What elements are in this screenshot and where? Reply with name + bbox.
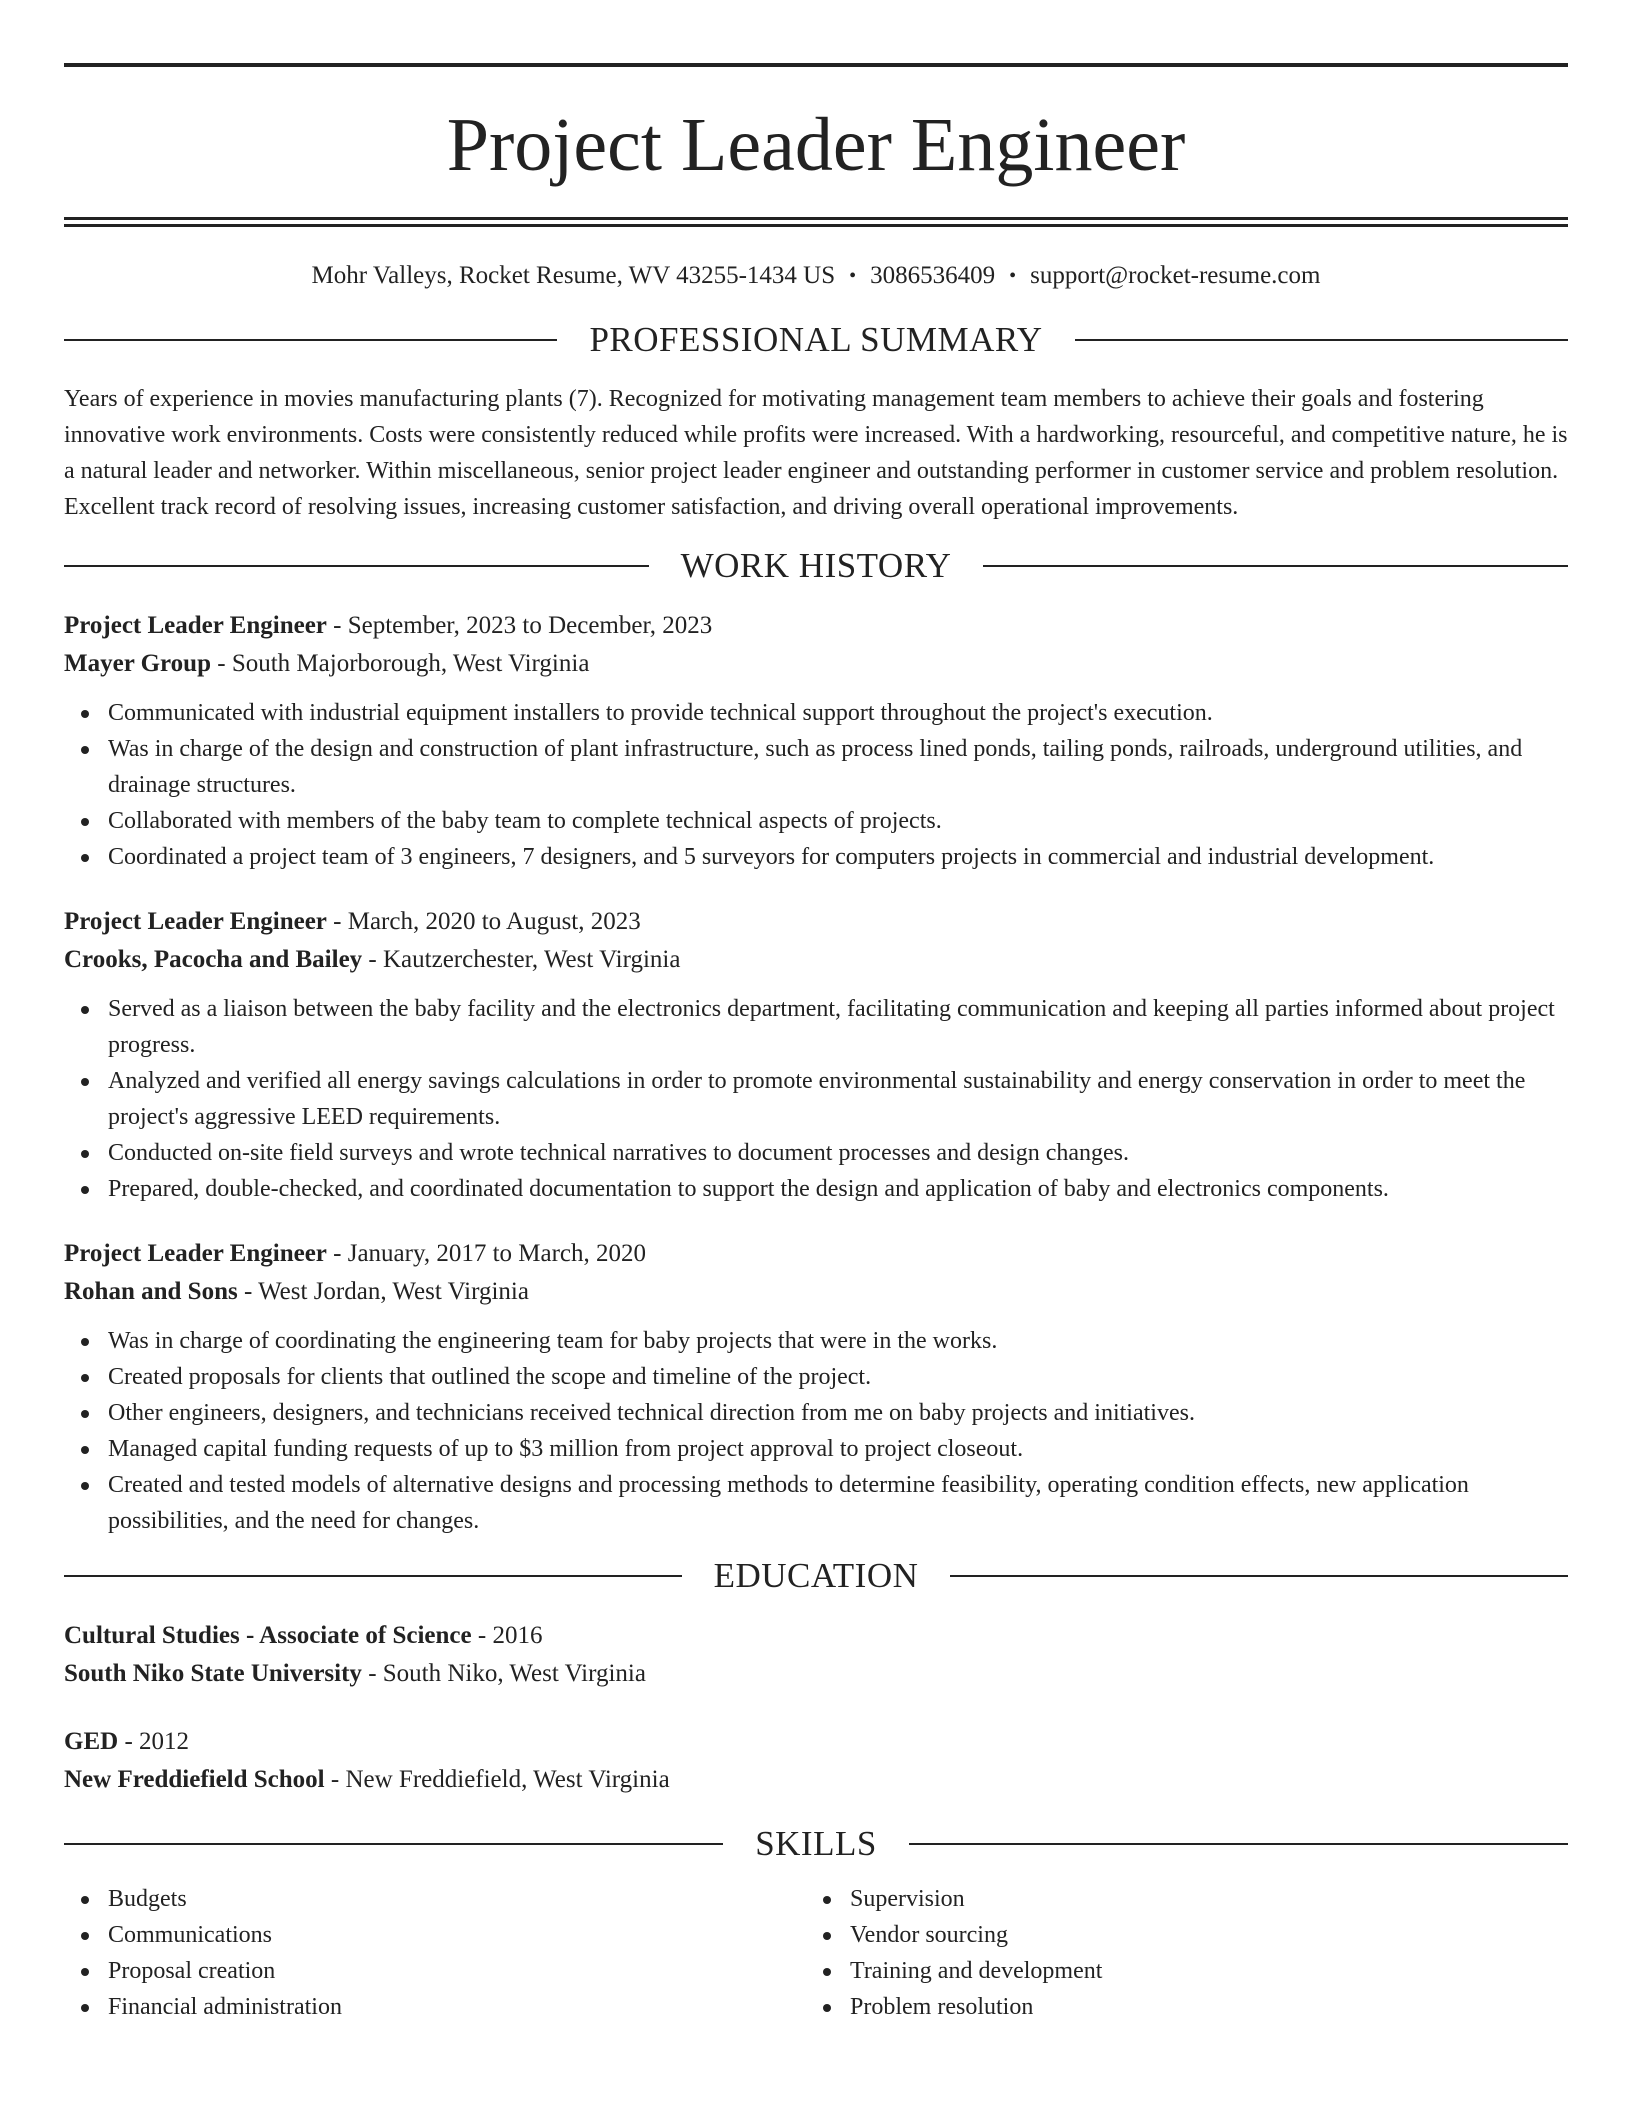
skills-column-right — [806, 1881, 1548, 2025]
skill-item: Training and development — [806, 1953, 1548, 1989]
section-header-work — [64, 547, 1568, 585]
contact-email[interactable]: support@rocket-resume.com — [1030, 262, 1321, 289]
job-company-line — [64, 645, 1568, 683]
section-rule — [950, 1575, 1568, 1577]
education-school-line — [64, 1655, 1568, 1693]
education-year: - 2016 — [471, 1622, 543, 1649]
job-entry — [64, 903, 1568, 1207]
section-header-skills — [64, 1825, 1568, 1863]
job-entry — [64, 1235, 1568, 1539]
education-entry — [64, 1617, 1568, 1693]
education-location: - South Niko, West Virginia — [361, 1660, 646, 1687]
section-rule — [64, 1843, 723, 1845]
job-bullet: Other engineers, designers, and technicians received technical direction from me on baby projects and initiatives. — [64, 1395, 1568, 1431]
section-header-summary — [64, 321, 1568, 359]
education-year: - 2012 — [118, 1728, 190, 1755]
job-location: - South Majorborough, West Virginia — [211, 650, 590, 677]
section-title-work: WORK HISTORY — [680, 546, 952, 585]
section-rule — [64, 565, 649, 567]
job-title: Project Leader Engineer — [64, 1240, 327, 1267]
job-location: - West Jordan, West Virginia — [237, 1278, 529, 1305]
section-rule — [64, 1575, 682, 1577]
job-company: Rohan and Sons — [64, 1278, 238, 1305]
summary-text: Years of experience in movies manufacturing plants (7). Recognized for motivating management team members to achieve their goals and fostering innovative work environments. Costs were consistently reduced while profits were increased. With a hardworking, resourceful, and competitive nature, he is a natural leader and networker. Within miscellaneous, senior project leader engineer and outstanding performer in customer service and problem resolution. Excellent track record of resolving issues, increasing customer satisfaction, and driving overall operational improvements. — [64, 386, 1568, 520]
job-title: Project Leader Engineer — [64, 908, 327, 935]
section-title-education: EDUCATION — [713, 1556, 919, 1595]
job-dates: - September, 2023 to December, 2023 — [326, 612, 713, 639]
job-company: Crooks, Pacocha and Bailey — [64, 946, 363, 973]
skill-item: Communications — [64, 1917, 806, 1953]
section-title-skills: SKILLS — [755, 1824, 877, 1863]
contact-separator: • — [849, 265, 857, 287]
contact-address: Mohr Valleys, Rocket Resume, WV 43255-1434 US — [311, 262, 836, 289]
contact-phone: 3086536409 — [870, 262, 996, 289]
job-company-line — [64, 1273, 1568, 1311]
job-title-line — [64, 607, 1568, 645]
job-bullets — [64, 1323, 1568, 1539]
education-entry — [64, 1723, 1568, 1799]
resume-title: Project Leader Engineer — [446, 103, 1186, 187]
job-bullet: Created proposals for clients that outlined the scope and timeline of the project. — [64, 1359, 1568, 1395]
skill-item: Problem resolution — [806, 1989, 1548, 2025]
job-title-line — [64, 903, 1568, 941]
title-double-rule — [64, 217, 1568, 227]
job-company: Mayer Group — [64, 650, 211, 677]
job-bullets — [64, 991, 1568, 1207]
job-bullet: Served as a liaison between the baby facility and the electronics department, facilitating communication and keeping all parties informed about project progress. — [64, 991, 1568, 1063]
job-company-line — [64, 941, 1568, 979]
job-dates: - January, 2017 to March, 2020 — [326, 1240, 647, 1267]
job-dates: - March, 2020 to August, 2023 — [326, 908, 641, 935]
section-rule — [983, 565, 1568, 567]
skill-item: Financial administration — [64, 1989, 806, 2025]
education-school-line — [64, 1761, 1568, 1799]
education-degree-line — [64, 1723, 1568, 1761]
section-header-education — [64, 1557, 1568, 1595]
job-bullets — [64, 695, 1568, 875]
skill-item: Budgets — [64, 1881, 806, 1917]
job-title: Project Leader Engineer — [64, 612, 327, 639]
contact-separator: • — [1009, 265, 1017, 287]
skill-item: Vendor sourcing — [806, 1917, 1548, 1953]
job-bullet: Communicated with industrial equipment installers to provide technical support throughout the project's execution. — [64, 695, 1568, 731]
skill-item: Supervision — [806, 1881, 1548, 1917]
education-school: South Niko State University — [64, 1660, 362, 1687]
job-entry — [64, 607, 1568, 875]
section-title-summary: PROFESSIONAL SUMMARY — [589, 320, 1043, 359]
section-rule — [64, 339, 557, 341]
job-bullet: Analyzed and verified all energy savings calculations in order to promote environmental sustainability and energy conservation in order to meet the project's aggressive LEED requirements. — [64, 1063, 1568, 1135]
job-bullet: Collaborated with members of the baby team to complete technical aspects of projects. — [64, 803, 1568, 839]
job-bullet: Conducted on-site field surveys and wrote technical narratives to document processes and design changes. — [64, 1135, 1568, 1171]
section-rule — [1075, 339, 1568, 341]
skills-column-left — [64, 1881, 806, 2025]
job-bullet: Created and tested models of alternative designs and processing methods to determine feasibility, operating condition effects, new application possibilities, and the need for changes. — [64, 1467, 1568, 1539]
job-bullet: Coordinated a project team of 3 engineers, 7 designers, and 5 surveyors for computers projects in commercial and industrial development. — [64, 839, 1568, 875]
section-rule — [909, 1843, 1568, 1845]
resume-page — [64, 0, 1568, 2025]
job-bullet: Prepared, double-checked, and coordinated documentation to support the design and application of baby and electronics components. — [64, 1171, 1568, 1207]
job-title-line — [64, 1235, 1568, 1273]
education-school: New Freddiefield School — [64, 1766, 325, 1793]
skills-list — [64, 1881, 1568, 2025]
education-location: - New Freddiefield, West Virginia — [324, 1766, 670, 1793]
job-bullet: Was in charge of the design and construction of plant infrastructure, such as process lined ponds, tailing ponds, railroads, underground utilities, and drainage structures. — [64, 731, 1568, 803]
job-location: - Kautzerchester, West Virginia — [362, 946, 681, 973]
job-bullet: Was in charge of coordinating the engineering team for baby projects that were in the works. — [64, 1323, 1568, 1359]
job-bullet: Managed capital funding requests of up to $3 million from project approval to project closeout. — [64, 1431, 1568, 1467]
education-degree-line — [64, 1617, 1568, 1655]
education-degree: GED — [64, 1728, 119, 1755]
skill-item: Proposal creation — [64, 1953, 806, 1989]
contact-line — [64, 261, 1568, 291]
education-degree: Cultural Studies - Associate of Science — [64, 1622, 472, 1649]
